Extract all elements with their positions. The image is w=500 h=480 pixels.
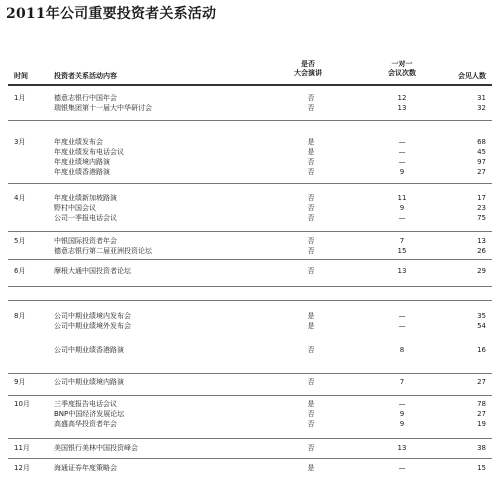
header-event: 投资者关系活动内容 [54, 72, 117, 80]
row-month: 4月 [14, 194, 26, 202]
group-divider [8, 300, 492, 301]
row-people: 97 [477, 158, 486, 166]
row-month: 10月 [14, 400, 30, 408]
row-month: 8月 [14, 312, 26, 320]
header-people: 会见人数 [458, 72, 486, 80]
row-meetings: — [398, 464, 406, 472]
row-meetings: — [398, 148, 406, 156]
row-conference: 否 [307, 94, 315, 102]
row-month: 9月 [14, 378, 26, 386]
row-event: 瑞银集团第十一届大中华研讨会 [54, 104, 152, 112]
row-event: 海通证券年度策略会 [54, 464, 117, 472]
row-conference: 否 [307, 267, 315, 275]
row-event: 德意志银行第二届亚洲投资论坛 [54, 247, 152, 255]
row-event: 德意志银行中国年会 [54, 94, 117, 102]
row-meetings: 11 [397, 194, 407, 202]
row-meetings: 13 [397, 267, 407, 275]
row-meetings: 7 [399, 237, 405, 245]
row-event: 年度业绩发布电话会议 [54, 148, 124, 156]
row-event: 公司一季报电话会议 [54, 214, 117, 222]
header-one-on-one [372, 60, 432, 78]
page-title: 2011年公司重要投资者关系活动 [6, 6, 217, 22]
row-people: 15 [477, 464, 486, 472]
row-event: 公司中期业绩境内发布会 [54, 312, 131, 320]
row-meetings: — [398, 214, 406, 222]
row-conference: 否 [307, 444, 315, 452]
row-conference: 是 [307, 400, 315, 408]
row-conference: 否 [307, 168, 315, 176]
row-conference: 是 [307, 312, 315, 320]
row-meetings: — [398, 322, 406, 330]
group-divider [8, 373, 492, 374]
row-conference: 否 [307, 194, 315, 202]
row-event: 年度业绩发布会 [54, 138, 103, 146]
row-meetings: 13 [397, 444, 407, 452]
row-conference: 否 [307, 378, 315, 386]
row-conference: 是 [307, 148, 315, 156]
row-people: 27 [477, 410, 486, 418]
row-conference: 否 [307, 410, 315, 418]
row-people: 75 [477, 214, 486, 222]
row-people: 23 [477, 204, 486, 212]
row-meetings: — [398, 158, 406, 166]
row-conference: 否 [307, 346, 315, 354]
row-event: BNP中国经济发展论坛 [54, 410, 125, 418]
row-month: 11月 [14, 444, 30, 452]
row-conference: 否 [307, 420, 315, 428]
row-conference: 否 [307, 247, 315, 255]
row-people: 35 [477, 312, 486, 320]
row-meetings: 7 [399, 378, 405, 386]
row-meetings: 15 [397, 247, 407, 255]
row-meetings: 12 [397, 94, 407, 102]
row-people: 32 [477, 104, 486, 112]
row-month: 3月 [14, 138, 26, 146]
header-one-on-one-line2: 会议次数 [388, 69, 416, 77]
header-conference [278, 60, 338, 78]
row-meetings: 9 [399, 420, 405, 428]
group-divider [8, 231, 492, 232]
row-people: 38 [477, 444, 486, 452]
header-conference-line2: 大会演讲 [294, 69, 322, 77]
row-meetings: 8 [399, 346, 405, 354]
group-divider [8, 438, 492, 439]
row-event: 三季度报告电话会议 [54, 400, 117, 408]
row-conference: 否 [307, 158, 315, 166]
header-rule [8, 84, 492, 86]
row-meetings: 9 [399, 204, 405, 212]
row-meetings: — [398, 138, 406, 146]
row-conference: 否 [307, 237, 315, 245]
row-people: 16 [477, 346, 486, 354]
row-conference: 是 [307, 138, 315, 146]
row-event: 年度业绩新加坡路演 [54, 194, 117, 202]
row-people: 68 [477, 138, 486, 146]
row-event: 年度业绩香港路演 [54, 168, 110, 176]
row-conference: 是 [307, 464, 315, 472]
row-month: 1月 [14, 94, 26, 102]
row-people: 45 [477, 148, 486, 156]
group-divider [8, 395, 492, 396]
row-people: 78 [477, 400, 486, 408]
group-divider [8, 259, 492, 260]
row-conference: 否 [307, 104, 315, 112]
row-people: 17 [477, 194, 486, 202]
row-people: 54 [477, 322, 486, 330]
row-people: 26 [477, 247, 486, 255]
row-event: 美国银行美林中国投资峰会 [54, 444, 138, 452]
row-people: 31 [477, 94, 486, 102]
row-event: 高盛高华投资者年会 [54, 420, 117, 428]
row-conference: 否 [307, 214, 315, 222]
row-month: 12月 [14, 464, 30, 472]
group-divider [8, 183, 492, 184]
row-meetings: 13 [397, 104, 407, 112]
row-event: 摩根大通中国投资者论坛 [54, 267, 131, 275]
row-month: 5月 [14, 237, 26, 245]
group-divider [8, 120, 492, 121]
row-event: 年度业绩境内路演 [54, 158, 110, 166]
group-divider [8, 458, 492, 459]
row-event: 中银国际投资者年会 [54, 237, 117, 245]
row-month: 6月 [14, 267, 26, 275]
group-divider [8, 286, 492, 287]
row-event: 公司中期业绩境外发布会 [54, 322, 131, 330]
header-conference-line1: 是否 [301, 60, 315, 68]
row-event: 公司中期业绩香港路演 [54, 346, 124, 354]
row-people: 19 [477, 420, 486, 428]
row-meetings: 9 [399, 168, 405, 176]
row-event: 公司中期业绩境内路演 [54, 378, 124, 386]
row-people: 13 [477, 237, 486, 245]
row-conference: 否 [307, 204, 315, 212]
row-meetings: — [398, 312, 406, 320]
row-conference: 是 [307, 322, 315, 330]
row-people: 27 [477, 378, 486, 386]
row-meetings: 9 [399, 410, 405, 418]
row-people: 29 [477, 267, 486, 275]
header-time: 时间 [14, 72, 28, 80]
row-people: 27 [477, 168, 486, 176]
header-one-on-one-line1: 一对一 [391, 60, 413, 68]
row-meetings: — [398, 400, 406, 408]
row-event: 野村中国会议 [54, 204, 96, 212]
